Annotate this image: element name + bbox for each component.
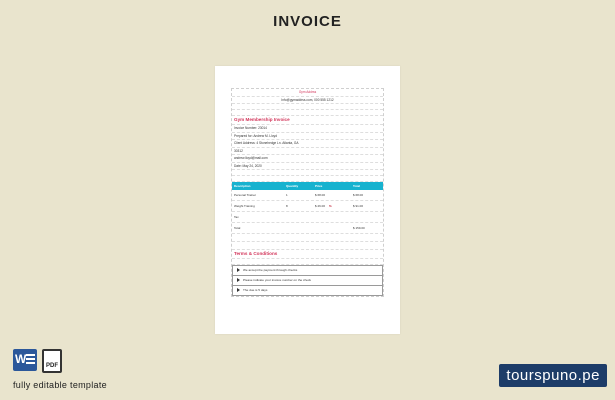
pdf-icon: PDF [42,349,62,373]
client-zip: 30312 [232,148,383,156]
terms-text: The due is 5 days [243,288,268,292]
spacer-row [232,259,383,265]
row-price: $ 68.00 [315,193,326,197]
invoice-document [231,88,384,297]
row-price: $ 26.00 [315,204,326,208]
terms-title: Terms & Conditions [232,250,383,259]
invoice-sheet [215,66,400,334]
table-total-row [232,223,383,234]
terms-text: Please indicate your invoice number on the check [243,278,312,282]
row-description: Weight Training [234,204,255,208]
file-format-icons [13,349,62,373]
items-table-header [232,182,383,190]
terms-item [232,286,383,296]
row-price-cell [315,201,353,211]
row-total: $ 68.00 [353,193,364,197]
spacer-row [232,176,383,182]
invoice-number: Invoice Number: 23014 [232,125,383,133]
bullet-icon [237,288,240,292]
table-row [232,234,383,242]
row-total: $ 91.00 [353,204,364,208]
invoice-title: Gym Membership Invoice [232,116,383,125]
terms-text: We accept the payment through checks [243,268,298,272]
client-email: andrew.lloyd@mail.com [232,155,383,163]
bullet-icon [237,278,240,282]
row-description: Personal Trainer [234,193,257,197]
client-address: Client Address: 4 Stonehedge Ln. Atlanta, GA [232,140,383,148]
row-price [315,212,353,222]
table-row [232,190,383,201]
table-row [232,242,383,250]
prepared-for: Prepared for: Andrew M. Lloyd [232,133,383,141]
header-description: Description [234,184,251,188]
word-icon: W [13,349,37,371]
empty-cell [315,223,353,233]
table-row [232,212,383,223]
empty-cell [286,223,315,233]
total-value: $ 159.00 [353,226,365,230]
row-quantity [286,212,315,222]
row-mark: % [329,204,332,208]
page-title: INVOICE [273,13,342,30]
bullet-icon [237,268,240,272]
company-name: Gym Addrss [232,89,383,97]
header-total: Total [353,184,360,188]
header-quantity: Quantity [286,184,299,188]
template-caption: fully editable template [13,380,107,390]
company-contact: Info@gymaddrss.com, 000 555 1212 [232,97,383,105]
total-label: Total [234,226,241,230]
row-quantity: 1 [286,193,288,197]
brand-badge[interactable]: tourspuno.pe [499,364,607,387]
header-price: Price [315,184,323,188]
row-total [353,212,383,222]
terms-item [232,276,383,286]
table-row [232,201,383,212]
invoice-date: Date: May 24, 2020 [232,163,383,171]
row-description: Tax [234,215,239,219]
terms-item [232,265,383,276]
row-quantity: 8 [286,204,288,208]
